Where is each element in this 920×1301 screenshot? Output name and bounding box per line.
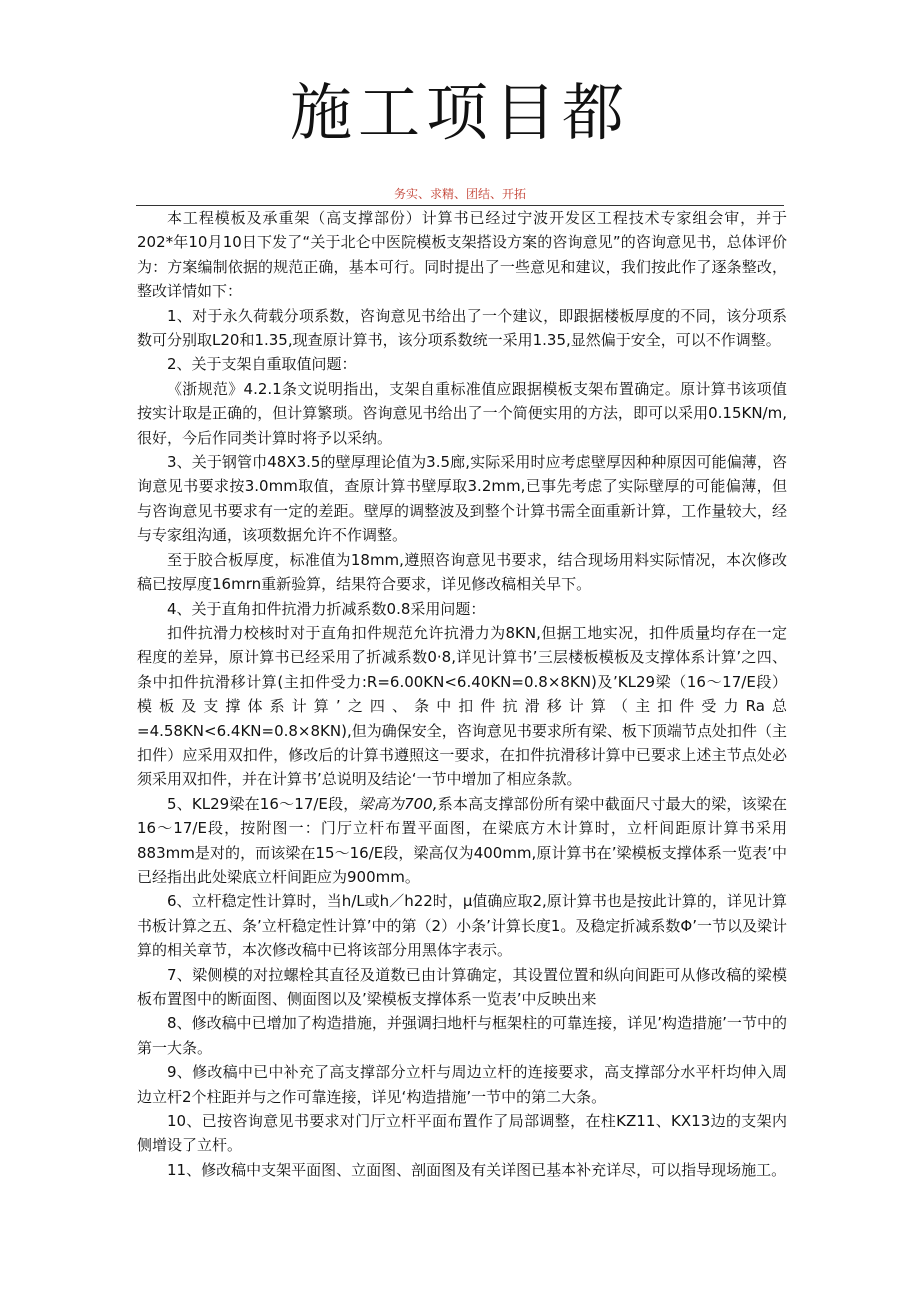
paragraph-item-8: 8、修改稿中已增加了构造措施，并强调扫地杆与框架柱的可靠连接，详见’构造措施’一节中的第一大条。	[137, 1014, 787, 1057]
paragraph-item-5-part-c: 系本高支撑部份所有梁中截面尺寸最大的梁，该梁在16～17/E段，按附图一：门厅立杆布置平面图，在梁底方木计算时，立杆间距原计算书采用883mm是对的，而该梁在15～16/E段，梁高仅为400mm,原计算书在’梁模板支撑体系一览表’中已经指出此处梁底立杆间距应为900mm。	[137, 794, 788, 886]
document-body	[137, 206, 787, 1182]
paragraph-item-3: 3、关于钢管巾48X3.5的壁厚理论值为3.5廊,实际采用时应考虑壁厚因种种原因可能偏薄，咨询意见书要求按3.0mm取值，查原计算书壁厚取3.2mm,已事先考虑了实际壁厚的可能偏薄，但与咨询意见书要求有一定的差距。壁厚的调整波及到整个计算书需全面重新计算，工作量较大，经与专家组沟通，该项数据允许不作调整。	[137, 453, 787, 545]
paragraph-item-10: 10、已按咨询意见书要求对门厅立杆平面布置作了局部调整，在柱KZ11、KX13边的支架内侧增设了立杆。	[137, 1112, 787, 1155]
paragraph-item-7: 7、梁侧模的对拉螺栓其直径及道数已由计算确定，其设置位置和纵向间距可从修改稿的梁模板布置图中的断面图、侧面图以及’梁模板支撑体系一览表’中反映出来	[137, 965, 787, 1008]
paragraph-item-9: 9、修改稿中已中补充了高支撑部分立杆与周边立杆的连接要求，高支撑部分水平杆均伸入周边立杆2个柱距并与之作可靠连接，详见‘构造措施’一节中的第二大条。	[137, 1063, 787, 1106]
paragraph-item-3-detail: 至于胶合板厚度，标准值为18mm,遵照咨询意见书要求，结合现场用料实际情况，本次修改稿已按厚度16mrn重新验算，结果符合要求，详见修改稿相关早下。	[137, 550, 787, 594]
paragraph-intro: 本工程模板及承重架（高支撑部份）计算书已经过宁波开发区工程技术专家组会审，并于202*年10月10日下发了“关于北仑中医院模板支架搭设方案的咨询意见”的咨询意见书，总体评价为：方案编制依据的规范正确，基本可行。同时提出了一些意见和建议，我们按此作了逐条整改，整改详情如下：	[137, 209, 787, 301]
paragraph-item-6: 6、立杆稳定性计算时，当h/L或h／h22时，μ值确应取2,原计算书也是按此计算的，详见计算书板计算之五、条’立杆稳定性计算’中的第（2）小条’计算长度1。及稳定折减系数Φ’一节以及梁计算的相关章节，本次修改稿中已将该部分用黑体字表示。	[137, 892, 787, 960]
paragraph-item-2: 2、关于支架自重取值问题：	[167, 355, 357, 374]
paragraph-item-11: 11、修改稿中支架平面图、立面图、剖面图及有关详图已基本补充详尽，可以指导现场施工。	[167, 1160, 787, 1179]
paragraph-item-2-detail: 《浙规范》4.2.1条文说明指出，支架自重标准值应跟据模板支架布置确定。原计算书该项值按实计取是正确的，但计算繁琐。咨询意见书给出了一个简便实用的方法，即可以采用0.15KN/m,很好，今后作同类计算时将予以采纳。	[137, 379, 787, 447]
motto-line: 务实、求精、团结、开拓	[393, 187, 526, 201]
paragraph-item-1: 1、对于永久荷载分项系数，咨询意见书给出了一个建议，即跟据楼板厚度的不同，该分项系数可分别取L20和1.35,现查原计算书，该分项系数统一采用1.35,显然偏于安全，可以不作调整。	[137, 306, 787, 350]
page-title: 施工项目都	[289, 76, 630, 149]
paragraph-item-5-italic: 梁高为700,	[358, 794, 438, 813]
paragraph-item-4: 4、关于直角扣件抗滑力折减系数0.8采用问题：	[167, 599, 486, 618]
paragraph-item-5	[137, 792, 787, 890]
paragraph-item-5-part-a: 5、KL29梁在16～17/E段，	[167, 794, 359, 813]
paragraph-item-4-detail: 扣件抗滑力校核时对于直角扣件规范允许抗滑力为8KN,但据工地实况，扣件质量均存在一定程度的差异，原计算书已经采用了折减系数0·8,详见计算书’三层楼板模板及支撑体系计算’之四、条中扣件抗滑移计算(主扣件受力:R=6.00KN<6.40KN=0.8×8KN)及’KL29梁（16～17/E段）模板及支撑体系计算’之四、条中扣件抗滑移计算（主扣件受力Ra总=4.58KN<6.4KN=0.8×8KN),但为确保安全，咨询意见书要求所有梁、板下顶端节点处扣件（主扣件）应采用双扣件，修改后的计算书遵照这一要求，在扣件抗滑移计算中已要求上述主节点处必须采用双扣件，并在计算书’总说明及结论‘一节中增加了相应条款。	[137, 623, 787, 789]
